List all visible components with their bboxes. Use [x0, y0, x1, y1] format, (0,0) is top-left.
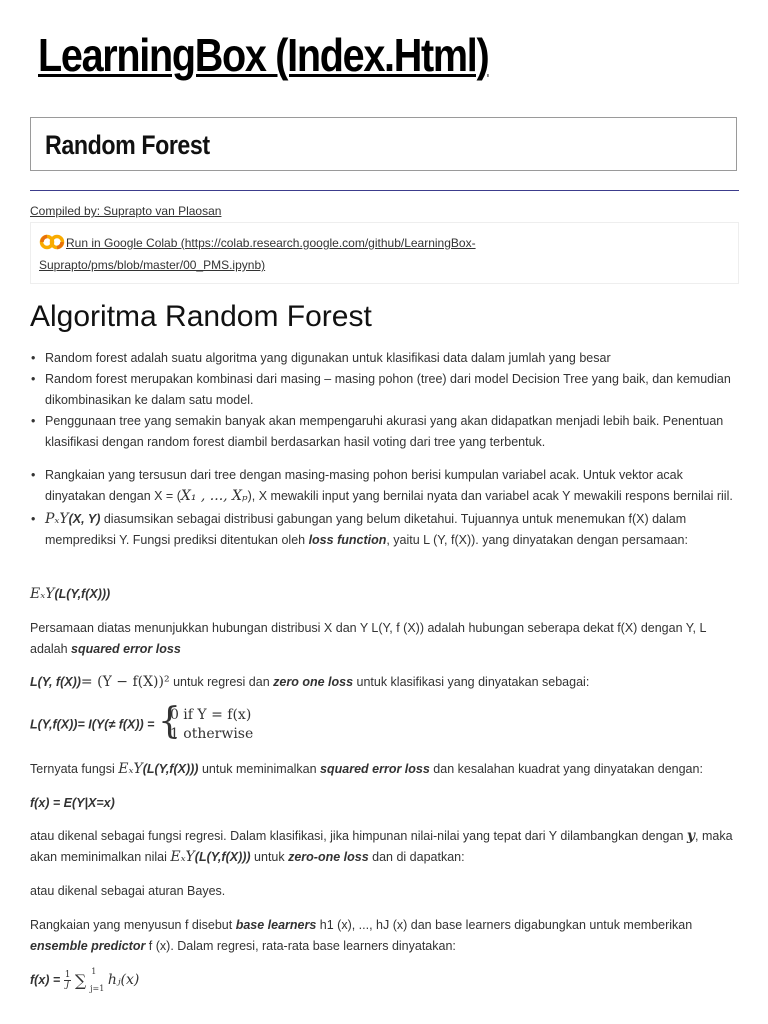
para4-text1: Ternyata fungsi [30, 762, 119, 776]
divider [30, 190, 739, 191]
vector-math: X₁ , ..., Xₚ [180, 488, 248, 504]
colab-box [30, 222, 739, 284]
paragraph-4 [30, 759, 739, 780]
para8-text3: f (x). Dalam regresi, rata-rata base learners dinyatakan: [145, 939, 456, 953]
case-row-1: 0 if Y = f(x) [169, 707, 252, 723]
para6-bold1: (L(Y,f(X))) [194, 850, 251, 864]
exy-math: EₓY [30, 586, 55, 602]
sum-top: 1 [91, 967, 97, 977]
para4-math: EₓY [118, 761, 143, 777]
para2-eq: = (Y − f(X))² [80, 674, 170, 690]
para4-text3: dan kesalahan kuadrat yang dinyatakan dengan: [429, 762, 703, 776]
paragraph-8 [30, 915, 739, 957]
paragraph-9 [30, 967, 739, 994]
paragraph-3 [30, 701, 739, 744]
para2-text1: untuk regresi dan [169, 675, 274, 689]
para5-bold: f(x) = E(Y|X=x) [30, 796, 115, 810]
para8-text1: Rangkaian yang menyusun f disebut [30, 918, 236, 932]
eq1-bold: (L(Y,f(X))) [54, 587, 111, 601]
para6-bold2: zero-one loss [288, 850, 369, 864]
para6-text1: atau dikenal sebagai fungsi regresi. Dalam klasifikasi, jika himpunan nilai-nilai yang tepat dari Y dilambangkan dengan [30, 829, 687, 843]
para9-bold: f(x) = [30, 973, 61, 987]
list-item: • Penggunaan tree yang semakin banyak akan mempengaruhi akurasi yang akan didapatkan menjadi lebih baik. Penentuan klasifikasi dengan random forest diambil berdasarkan hasil voting dari tree yang terbentuk. [30, 411, 739, 453]
list-item: • Random forest adalah suatu algoritma yang digunakan untuk klasifikasi data dalam jumlah yang besar [30, 348, 739, 369]
para3-bold: L(Y,f(X))= I(Y(≠ f(X)) = [30, 717, 155, 732]
fraction [64, 971, 72, 990]
site-title[interactable]: LearningBox (Index.Html) [38, 29, 489, 81]
google-colab-icon [39, 234, 65, 250]
para2-text2: untuk klasifikasi yang dinyatakan sebagai: [353, 675, 590, 689]
list-item [30, 509, 739, 551]
loss-function-term: loss function [308, 533, 387, 547]
list-item [30, 465, 739, 507]
cases-brace [157, 701, 254, 744]
bullet-list-b [30, 465, 739, 551]
para8-text2: h1 (x), ..., hJ (x) dan base learners digabungkan untuk memberikan [316, 918, 693, 932]
frac-num: 1 [64, 970, 71, 981]
paragraph-5 [30, 793, 739, 814]
para9-term: hⱼ(x) [107, 972, 140, 988]
paragraph-2 [30, 672, 739, 693]
compiled-by-link[interactable]: Compiled by: Suprapto van Plaosan [30, 204, 222, 218]
bullet-b1-post: ), X mewakili input yang bernilai nyata dan variabel acak Y mewakili respons bernilai riil. [247, 489, 733, 503]
colab-link[interactable] [39, 232, 729, 276]
paragraph-6 [30, 826, 739, 868]
para1-text: Persamaan diatas menunjukkan hubungan distribusi X dan Y L(Y, f (X)) adalah hubungan seberapa dekat f(X) dengan Y, L adalah [30, 621, 706, 656]
sum-bottom: j=1 [90, 984, 105, 994]
para4-bold2: squared error loss [320, 762, 430, 776]
case-row-2: 1 otherwise [169, 726, 254, 742]
para6-text4: dan di dapatkan: [368, 850, 465, 864]
para4-text2: untuk meminimalkan [198, 762, 321, 776]
section-title: Random Forest [45, 130, 210, 160]
sum-symbol: ∑ 1 j=1 [74, 967, 105, 994]
frac-den: J [65, 980, 70, 991]
colab-link-text-2: Suprapto/pms/blob/master/00_PMS.ipynb) [39, 258, 266, 272]
para2-bold1: L(Y, f(X)) [30, 675, 81, 689]
equation-1 [30, 584, 739, 605]
para1-bold: squared error loss [71, 642, 181, 656]
para6-text2: , maka akan meminimalkan nilai [30, 829, 733, 864]
section-title-box [30, 117, 737, 171]
brace-glyph: { [157, 701, 181, 742]
bullet-list-a [30, 348, 739, 453]
para8-bold1: base learners [235, 918, 317, 932]
bullet-b2-text2: , yaitu L (Y, f(X)). yang dinyatakan dengan persamaan: [386, 533, 688, 547]
heading-algoritma: Algoritma Random Forest [30, 300, 372, 333]
para6-math2: EₓY [170, 849, 195, 865]
bullet-b2-bold: (X, Y) [68, 512, 101, 526]
list-item: • Random forest merupakan kombinasi dari masing – masing pohon (tree) dari model Decision Tree yang baik, dan kemudian dikombinasikan ke dalam satu model. [30, 369, 739, 411]
bullet-b1-pre: Rangkaian yang tersusun dari tree dengan masing-masing pohon berisi kumpulan variabel acak. Untuk vektor acak dinyatakan dengan X = ( [45, 468, 683, 503]
para2-bold2: zero one loss [273, 675, 354, 689]
pxy-math: PₓY [45, 511, 69, 527]
colab-link-text-1: Run in Google Colab (https://colab.research.google.com/github/LearningBox- [66, 236, 476, 250]
para6-text3: untuk [250, 850, 289, 864]
paragraph-7: atau dikenal sebagai aturan Bayes. [30, 884, 226, 898]
para8-bold2: ensemble predictor [30, 939, 146, 953]
bullet-b2-text1: diasumsikan sebagai distribusi gabungan yang belum diketahui. Tujuannya untuk menemukan f(X) dalam memprediksi Y. Fungsi prediksi ditentukan oleh [45, 512, 687, 547]
para6-math1: y [686, 828, 696, 844]
para4-bold1: (L(Y,f(X))) [142, 762, 199, 776]
paragraph-1 [30, 618, 739, 660]
